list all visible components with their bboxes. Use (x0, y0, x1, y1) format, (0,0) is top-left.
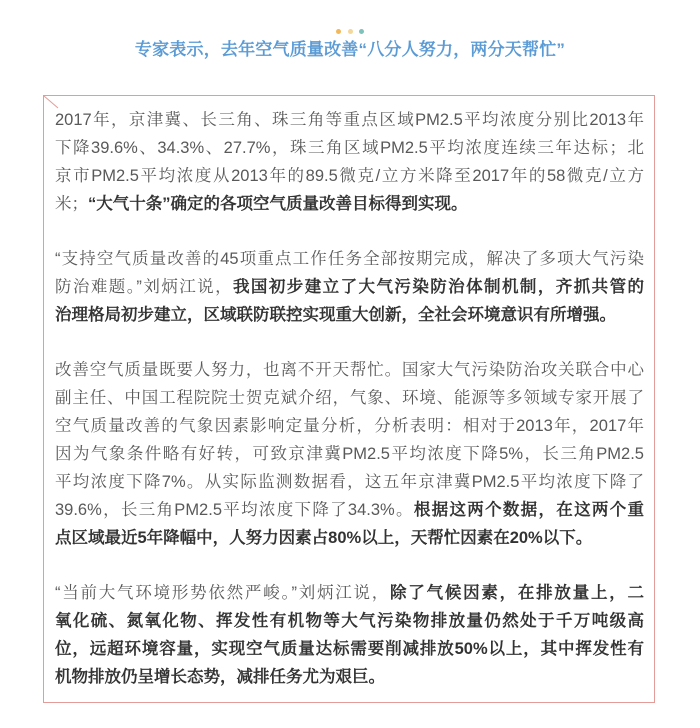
bold-text: 机物排放仍呈增长态势，减排任务尤为艰巨。 (55, 668, 385, 686)
text-line (55, 301, 644, 329)
corner-slash-icon (43, 95, 59, 111)
paragraph (55, 579, 644, 691)
bold-text: 除了气候因素，在排放量上，二 (390, 584, 644, 602)
bold-text: 位，远超环境容量，实现空气质量达标需要削减排放50%以上，其中挥发性有 (55, 640, 644, 658)
text-line (55, 190, 644, 218)
text-line (55, 106, 644, 134)
text-line (55, 412, 644, 440)
body-text: 防治难题。”刘炳江说， (55, 278, 233, 296)
decor-dot-icon (348, 29, 353, 34)
decor-dot-icon (336, 29, 341, 34)
body-text: “支持空气质量改善的45项重点工作任务全部按期完成，解决了多项大气污染 (55, 250, 644, 268)
text-line (55, 273, 644, 301)
text-line (55, 245, 644, 273)
text-line (55, 635, 644, 663)
body-text: 下降39.6%、34.3%、27.7%，珠三角区域PM2.5平均浓度连续三年达标；北 (55, 139, 644, 157)
text-line (55, 579, 644, 607)
body-text: 空气质量改善的气象因素影响定量分析，分析表明：相对于2013年，2017年 (55, 417, 644, 435)
text-line (55, 607, 644, 635)
text-line (55, 496, 644, 524)
bold-text: 我国初步建立了大气污染防治体制机制，齐抓共管的 (233, 278, 644, 296)
bold-text: 氧化硫、氮氧化物、挥发性有机物等大气污染物排放量仍然处于千万吨级高 (55, 612, 644, 630)
body-text: 2017年，京津冀、长三角、珠三角等重点区域PM2.5平均浓度分别比2013年 (55, 111, 644, 129)
body-text: 因为气象条件略有好转，可致京津冀PM2.5平均浓度下降5%，长三角PM2.5 (55, 445, 644, 463)
text-line (55, 384, 644, 412)
decor-dot-icon (359, 29, 364, 34)
text-line (55, 162, 644, 190)
body-text: 39.6%，长三角PM2.5平均浓度下降了34.3%。 (55, 501, 414, 519)
section-title: 专家表示，去年空气质量改善“八分人努力，两分天帮忙” (134, 40, 566, 59)
decor-dots (336, 28, 364, 34)
paragraph (55, 245, 644, 329)
bold-text: 根据这两个数据，在这两个重 (413, 501, 644, 519)
text-line (55, 468, 644, 496)
text-line (55, 134, 644, 162)
body-text: 平均浓度下降7%。从实际监测数据看，这五年京津冀PM2.5平均浓度下降了 (55, 473, 644, 491)
body-text: 京市PM2.5平均浓度从2013年的89.5微克/立方米降至2017年的58微克/立方 (55, 167, 644, 185)
bold-text: 治理格局初步建立，区域联防联控实现重大创新，全社会环境意识有所增强。 (55, 306, 616, 324)
text-line (55, 356, 644, 384)
article-box (43, 95, 655, 703)
text-line (55, 524, 644, 552)
body-text: 米； (55, 195, 88, 213)
paragraph (55, 106, 644, 218)
text-line (55, 663, 644, 691)
body-text: “当前大气环境形势依然严峻。”刘炳江说， (55, 584, 391, 602)
paragraph (55, 356, 644, 552)
body-text: 改善空气质量既要人努力，也离不开天帮忙。国家大气污染防治攻关联合中心 (55, 361, 644, 379)
bold-text: 点区域最近5年降幅中，人努力因素占80%以上，天帮忙因素在20%以下。 (55, 529, 593, 547)
bold-text: “大气十条”确定的各项空气质量改善目标得到实现。 (88, 195, 468, 213)
text-line (55, 440, 644, 468)
body-text: 副主任、中国工程院院士贺克斌介绍，气象、环境、能源等多领域专家开展了 (55, 389, 644, 407)
